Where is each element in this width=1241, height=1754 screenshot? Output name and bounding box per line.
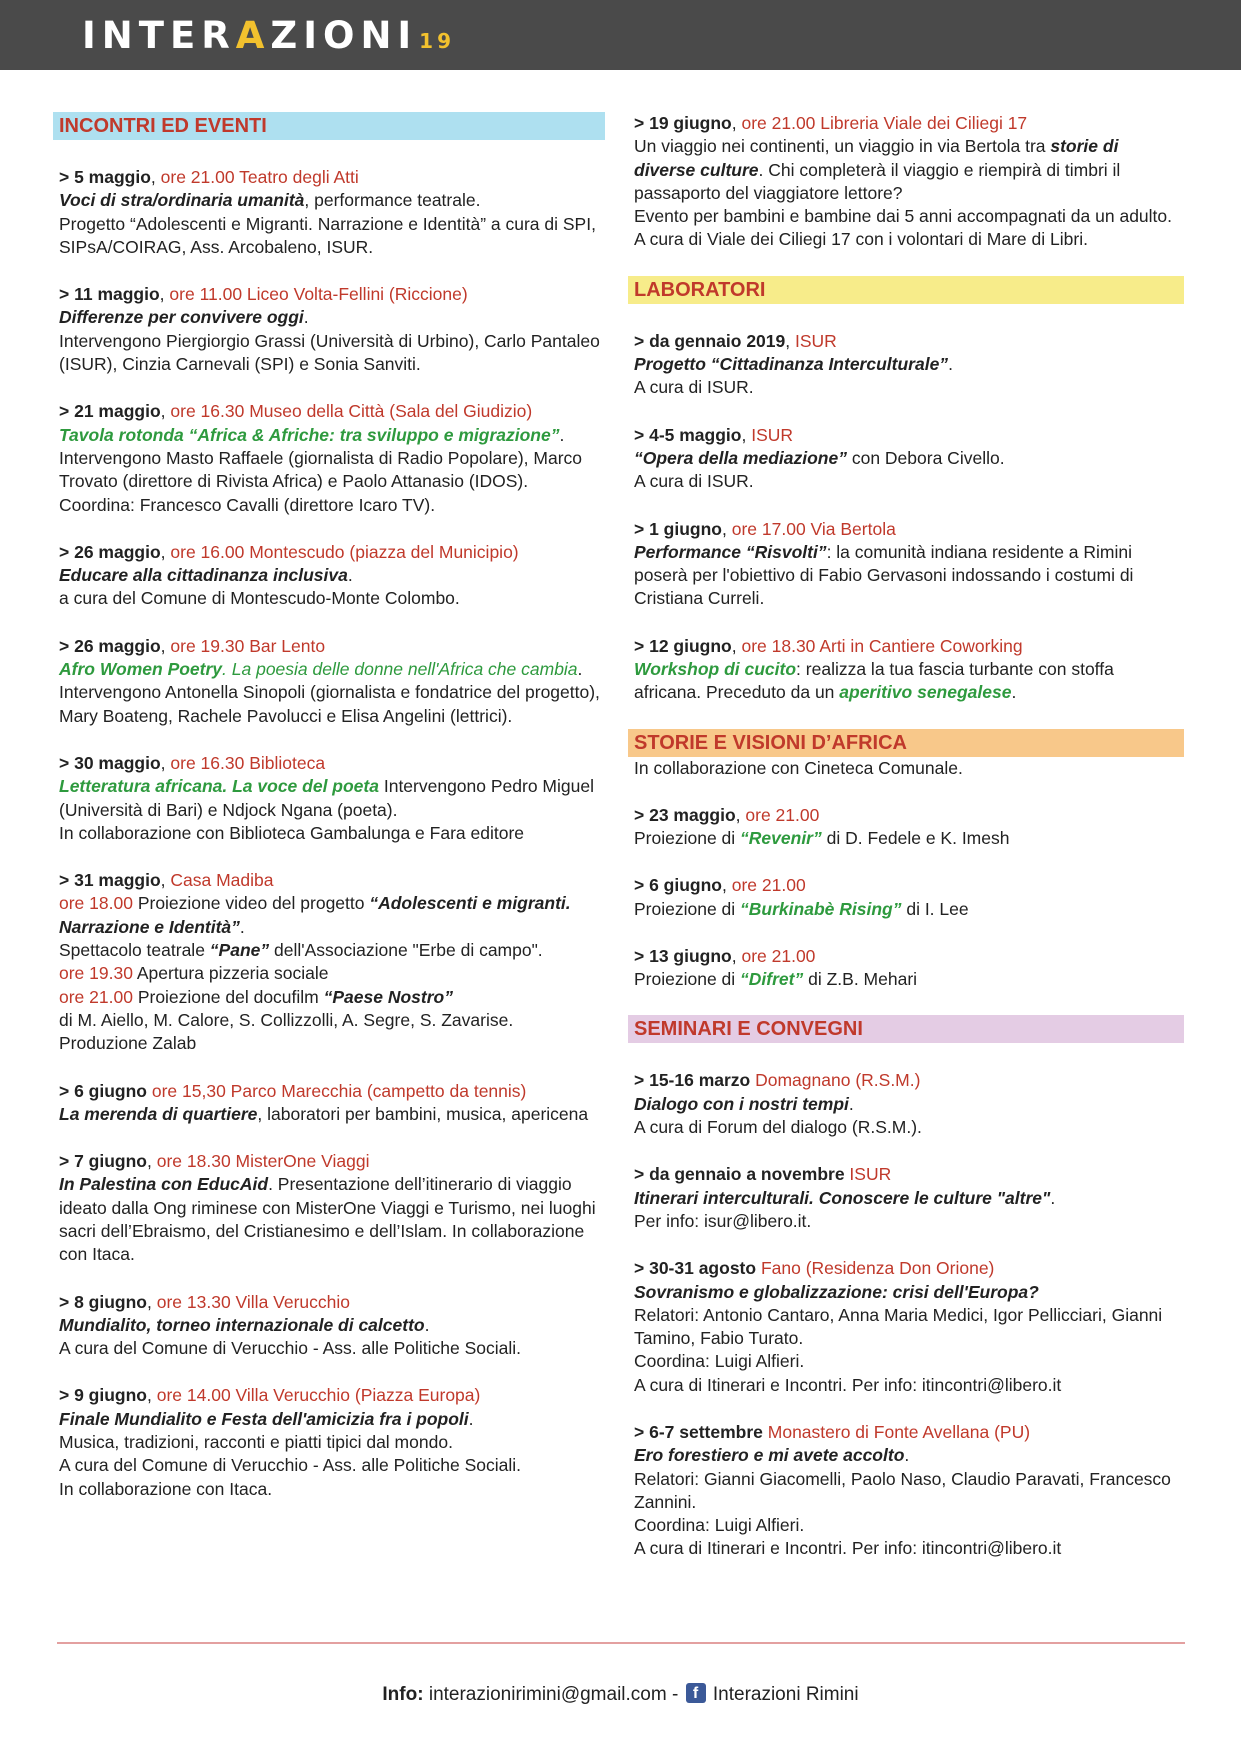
event-item: > 26 maggio, ore 16.00 Montescudo (piazza del Municipio) Educare alla cittadinanza inclusiva. a cura del Comune di Montescudo-Monte Colombo. <box>59 541 519 609</box>
footer-divider <box>57 1642 1185 1644</box>
event-item: > da gennaio 2019, ISUR Progetto “Cittadinanza Interculturale”. A cura di ISUR. <box>634 330 953 398</box>
event-item: > da gennaio a novembre ISUR Itinerari interculturali. Conoscere le culture "altre". Per info: isur@libero.it. <box>634 1164 1056 1231</box>
event-item: > 23 maggio, ore 21.00 Proiezione di “Revenir” di D. Fedele e K. Imesh <box>634 804 1010 848</box>
event-item: > 9 giugno, ore 14.00 Villa Verucchio (Piazza Europa) Finale Mundialito e Festa dell'amicizia fra i popoli. Musica, tradizioni, racconti e piatti tipici dal mondo. A cura del Comune di Verucchio - Ass. alle Politiche Sociali. In collaborazione con Itaca. <box>59 1385 522 1499</box>
section-title-seminari: SEMINARI E CONVEGNI <box>628 1015 1184 1043</box>
section-title-storie: STORIE E VISIONI D’AFRICA <box>628 729 1184 757</box>
left-column <box>53 112 605 1525</box>
event-item: > 6-7 settembre Monastero di Fonte Avellana (PU) Ero forestiero e mi avete accolto. Relatori: Gianni Giacomelli, Paolo Naso, Claudio Paravati, Francesco Zannini. Coordina: Luigi Alfieri. A cura di Itinerari e Incontri. Per info: itincontri@libero.it <box>634 1421 1171 1559</box>
event-item: > 11 maggio, ore 11.00 Liceo Volta-Fellini (Riccione) Differenze per convivere oggi. Intervengono Piergiorgio Grassi (Università di Urbino), Carlo Pantaleo (ISUR), Cinzia Carnevali (SPI) e Sonia Sanviti. <box>59 284 600 375</box>
right-column <box>628 112 1184 1585</box>
event-item: > 15-16 marzo Domagnano (R.S.M.) Dialogo con i nostri tempi. A cura di Forum del dialogo (R.S.M.). <box>634 1070 922 1138</box>
footer-facebook-name[interactable]: Interazioni Rimini <box>707 1684 859 1705</box>
footer-label: Info: <box>382 1684 424 1705</box>
event-item: > 4-5 maggio, ISUR “Opera della mediazione” con Debora Civello. A cura di ISUR. <box>634 424 1005 492</box>
event-item: > 6 giugno ore 15,30 Parco Marecchia (campetto da tennis) La merenda di quartiere, laboratori per bambini, musica, apericena <box>59 1080 589 1124</box>
event-item: > 30 maggio, ore 16.30 Biblioteca Letteratura africana. La voce del poeta Intervengono Pedro Miguel (Università di Bari) e Ndjock Ngana (poeta). In collaborazione con Biblioteca Gambalunga e Fara editore <box>59 752 594 843</box>
section-intro: In collaborazione con Cineteca Comunale. <box>634 757 963 778</box>
event-item: > 8 giugno, ore 13.30 Villa Verucchio Mundialito, torneo internazionale di calcetto. A cura del Comune di Verucchio - Ass. alle Politiche Sociali. <box>59 1291 522 1359</box>
event-item: > 19 giugno, ore 21.00 Libreria Viale dei Ciliegi 17 Un viaggio nei continenti, un viaggio in via Bertola tra storie di diverse culture. Chi completerà il viaggio e riempirà di timbri il passaporto del viaggiatore lettore? Evento per bambini e bambine dai 5 anni accompagnati da un adulto. A cura di Viale dei Ciliegi 17 con i volontari di Mare di Libri. <box>634 113 1173 250</box>
event-item: > 1 giugno, ore 17.00 Via Bertola Performance “Risvolti”: la comunità indiana residente a Rimini poserà per l'obiettivo di Fabio Gervasoni indossando i costumi di Cristiana Curreli. <box>634 518 1134 609</box>
footer-email[interactable]: interazionirimini@gmail.com - <box>423 1684 684 1705</box>
event-item: > 30-31 agosto Fano (Residenza Don Orione) Sovranismo e globalizzazione: crisi dell'Europa? Relatori: Antonio Cantaro, Anna Maria Medici, Igor Pellicciari, Gianni Tamino, Fabio Turato. Coordina: Luigi Alfieri. A cura di Itinerari e Incontri. Per info: itincontri@libero.it <box>634 1258 1163 1395</box>
event-item: > 5 maggio, ore 21.00 Teatro degli Atti Voci di stra/ordinaria umanità, performance teatrale. Progetto “Adolescenti e Migranti. Narrazione e Identità” a cura di SPI, SIPsA/COIRAG, Ass. Arcobaleno, ISUR. <box>59 167 596 257</box>
footer <box>0 1683 1241 1707</box>
section-title-incontri: INCONTRI ED EVENTI <box>53 112 605 140</box>
event-item: > 21 maggio, ore 16.30 Museo della Città (Sala del Giudizio) Tavola rotonda “Africa & Afriche: tra sviluppo e migrazione”. Intervengono Masto Raffaele (giornalista di Radio Popolare), Marco Trovato (direttore di Rivista Africa) e Paolo Attanasio (IDOS). Coordina: Francesco Cavalli (direttore Icaro TV). <box>59 401 583 515</box>
event-item: > 26 maggio, ore 19.30 Bar Lento Afro Women Poetry. La poesia delle donne nell'Africa che cambia. Intervengono Antonella Sinopoli (giornalista e fondatrice del progetto), Mary Boateng, Rachele Pavolucci e Elisa Angelini (lettrici). <box>59 635 600 726</box>
event-item: > 12 giugno, ore 18.30 Arti in Cantiere Coworking Workshop di cucito: realizza la tua fascia turbante con stoffa africana. Preceduto da un aperitivo senegalese. <box>634 635 1114 703</box>
brand-logo: INTERAZIONI 19 <box>82 14 456 57</box>
event-item: > 6 giugno, ore 21.00 Proiezione di “Burkinabè Rising” di I. Lee <box>634 875 969 919</box>
header-bar <box>0 0 1241 70</box>
facebook-icon: f <box>686 1683 706 1703</box>
event-item: > 7 giugno, ore 18.30 MisterOne Viaggi In Palestina con EducAid. Presentazione dell’itinerario di viaggio ideato dalla Ong riminese con MisterOne Viaggi e Turismo, nei luoghi sacri dell’Ebraismo, del Cristianesimo e dell’Islam. In collaborazione con Itaca. <box>59 1151 596 1265</box>
event-item: > 13 giugno, ore 21.00 Proiezione di “Difret” di Z.B. Mehari <box>634 945 918 990</box>
event-item: > 31 maggio, Casa Madiba ore 18.00 Proiezione video del progetto “Adolescenti e migranti. Narrazione e Identità”. Spettacolo teatrale “Pane” dell'Associazione "Erbe di campo". ore 19.30 Apertura pizzeria sociale ore 21.00 Proiezione del docufilm “Paese Nostro” di M. Aiello, M. Calore, S. Collizzolli, A. Segre, S. Zavarise. Produzione Zalab <box>59 870 571 1054</box>
section-title-laboratori: LABORATORI <box>628 276 1184 304</box>
